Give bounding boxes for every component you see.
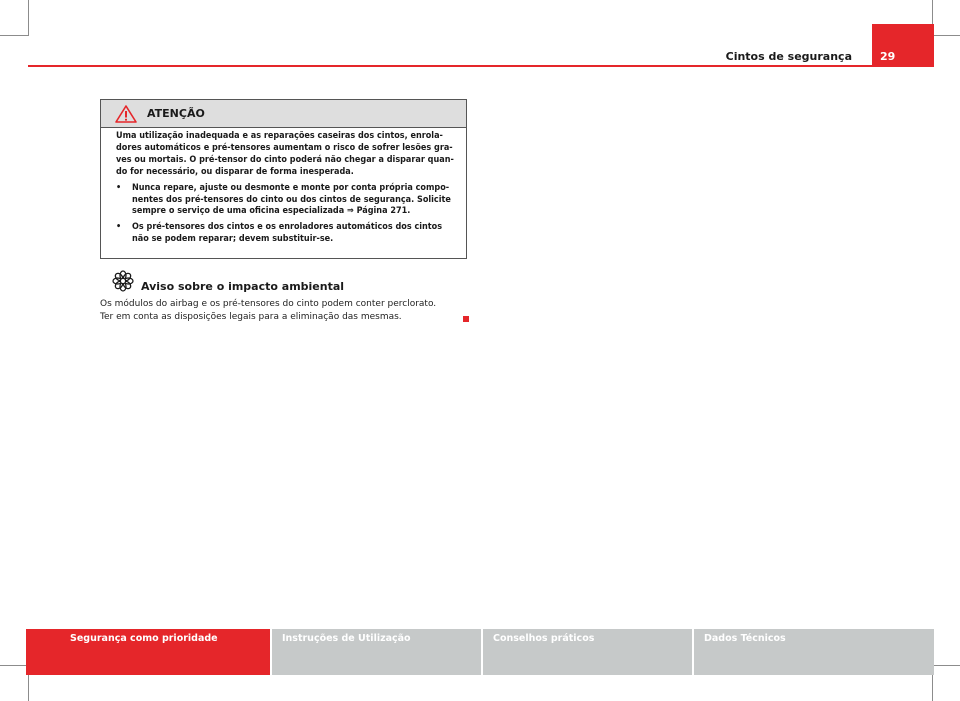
environment-body	[100, 298, 470, 323]
warning-bullet	[116, 183, 461, 219]
crop-mark	[933, 665, 960, 666]
environment-line: Os módulos do airbag e os pré-tensores do cinto podem conter perclorato.	[100, 299, 437, 309]
bullet-text: Nunca repare, ajuste ou desmonte e monte por conta própria compo-nentes dos pré-tensores do cinto ou dos cintos de segurança. Solicite sempre o serviço de uma oficina especializada ⇒ Página 271.	[132, 182, 451, 217]
warning-bullet	[116, 222, 461, 246]
chapter-navigation	[26, 629, 934, 675]
tab-seguranca[interactable]: Segurança como prioridade	[26, 629, 270, 675]
crop-mark	[0, 35, 28, 36]
warning-triangle-icon	[115, 105, 137, 127]
section-title: Cintos de segurança	[725, 50, 852, 63]
environment-title: Aviso sobre o impacto ambiental	[141, 280, 345, 293]
warning-box	[100, 99, 467, 259]
tab-dados-tecnicos[interactable]: Dados Técnicos	[694, 629, 934, 675]
crop-mark	[0, 665, 28, 666]
bullet-text: Os pré-tensores dos cintos e os enroladores automáticos dos cintos não se podem reparar; devem substituir-se.	[132, 222, 443, 245]
bullet-symbol: •	[116, 182, 122, 193]
environment-line: Ter em conta as disposições legais para a eliminação das mesmas.	[100, 311, 402, 322]
warning-title: ATENÇÃO	[147, 107, 205, 120]
header-rule	[28, 65, 934, 67]
bullet-symbol: •	[116, 222, 122, 233]
crop-mark	[28, 0, 29, 36]
warning-body	[116, 131, 461, 250]
tab-conselhos[interactable]: Conselhos práticos	[483, 629, 692, 675]
page-number: 29	[880, 50, 896, 63]
warning-header	[101, 100, 466, 128]
tab-instrucoes[interactable]: Instruções de Utilização	[272, 629, 481, 675]
crop-mark	[933, 35, 960, 36]
environment-flower-icon	[112, 270, 134, 296]
section-end-mark	[463, 316, 469, 322]
warning-intro: Uma utilização inadequada e as reparações caseiras dos cintos, enrola-dores automáticos e pré-tensores aumentam o risco de sofrer lesões gra-ves ou mortais. O pré-tensor do cinto poderá não chegar a disparar quan-do for necessário, ou disparar de forma inesperada.	[116, 131, 454, 177]
